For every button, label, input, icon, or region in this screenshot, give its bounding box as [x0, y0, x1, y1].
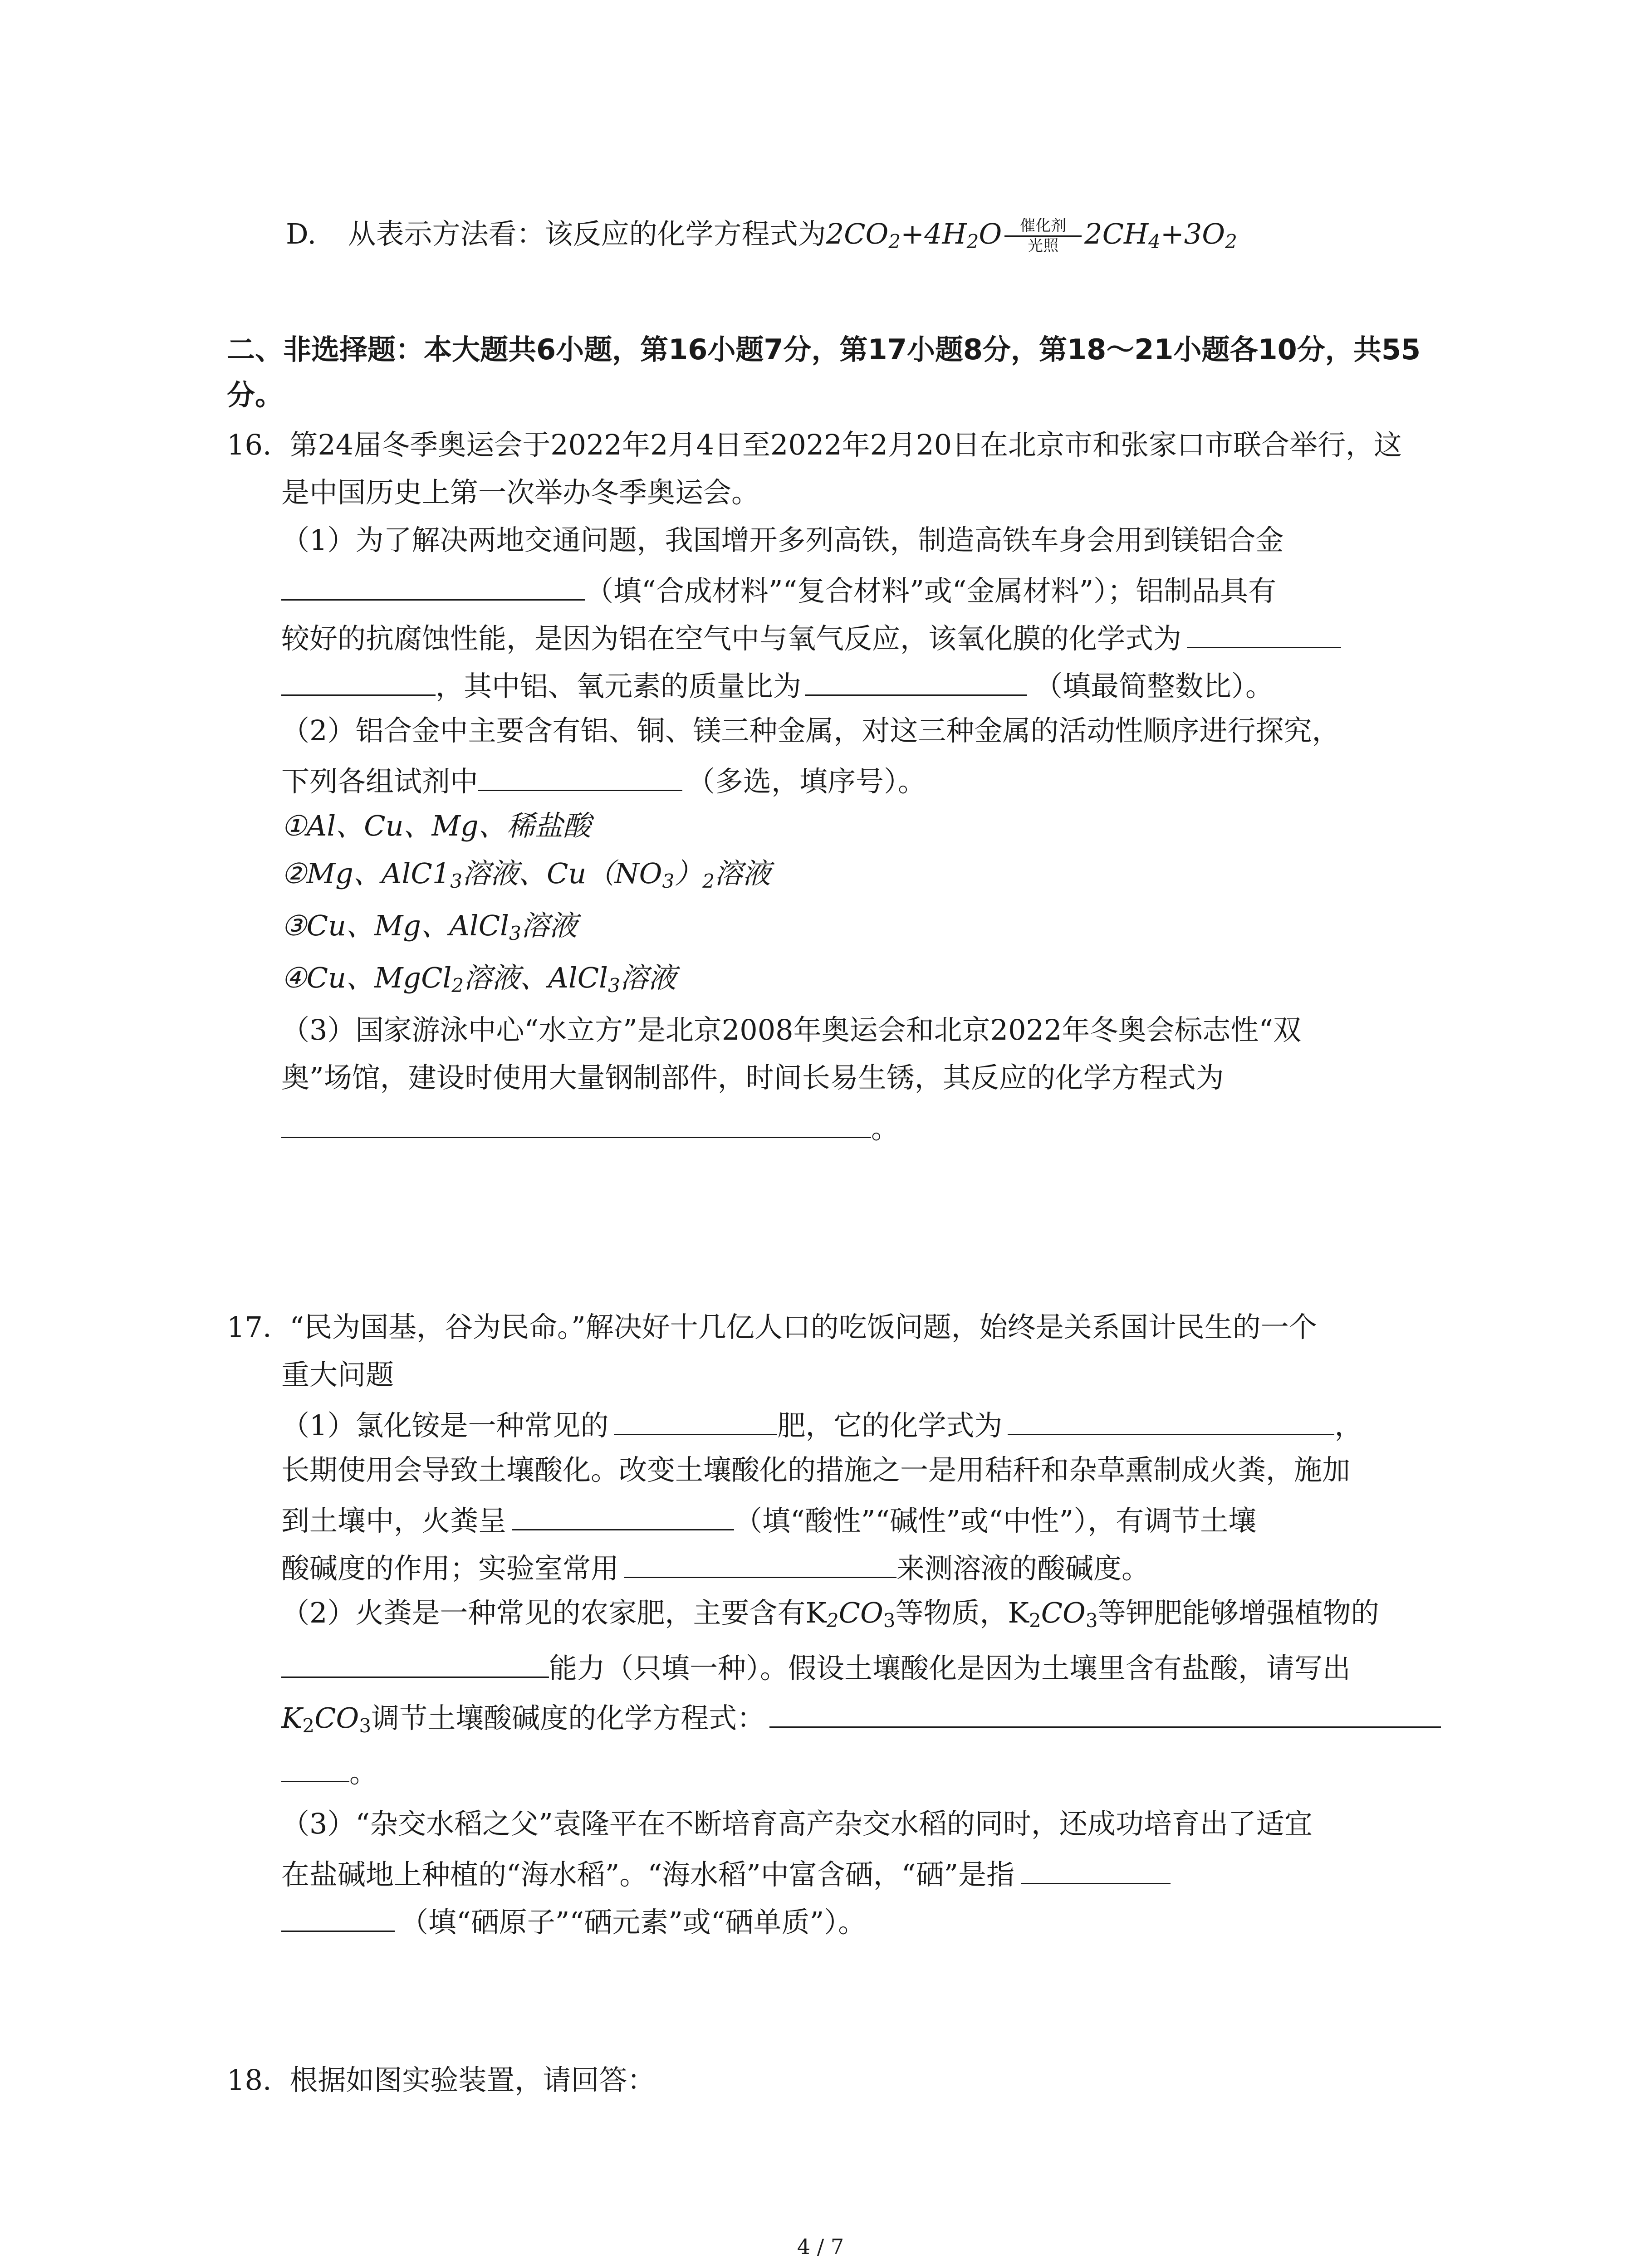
q17-part1-line2: 长期使用会导致土壤酸化。改变土壤酸化的措施之一是用秸秆和杂草熏制成火粪，施加: [281, 1453, 1351, 1486]
reaction-condition: 催化剂 光照: [1004, 218, 1082, 255]
section-heading-line1: 二、非选择题：本大题共6小题，第16小题7分，第17小题8分，第18～21小题各10分，共55: [227, 333, 1421, 366]
q16-option-1: ①Al、Cu、Mg、稀盐酸: [281, 809, 591, 842]
q16-part3-line1: （3）国家游泳中心“水立方”是北京2008年奥运会和北京2022年冬奥会标志性“双: [281, 1013, 1302, 1046]
q18-stem: 根据如图实验装置，请回答：: [289, 2063, 656, 2097]
q16-option-3: ③Cu、Mg、AlCl$_3$溶液: [281, 909, 578, 944]
q17-part1-line3: 到土壤中，火粪呈 （填“酸性”“碱性”或“中性”），有调节土壤: [281, 1504, 1257, 1537]
q17-part3-line1: （3）“杂交水稻之父”袁隆平在不断培育高产杂交水稻的同时，还成功培育出了适宜: [281, 1807, 1313, 1840]
q16-number: 16.: [227, 428, 272, 461]
q16-stem-1: 第24届冬季奥运会于2022年2月4日至2022年2月20日在北京市和张家口市联合举行，这: [289, 428, 1402, 461]
option-d-text: 从表示方法看：该反应的化学方程式为: [348, 217, 826, 251]
q16-line1: [227, 428, 1402, 461]
answer-blank[interactable]: [769, 1701, 1441, 1728]
q16-option-4: ④Cu、MgCl$_2$溶液、AlCl$_3$溶液: [281, 961, 676, 997]
q16-part1-line2: （填“合成材料”“复合材料”或“金属材料”）；铝制品具有: [281, 574, 1276, 605]
answer-blank[interactable]: [281, 1651, 549, 1678]
q17-part3-line3: （填“硒原子”“硒元素”或“硒单质”）。: [281, 1905, 866, 1936]
answer-blank[interactable]: [1187, 621, 1341, 648]
q17-part3-line2: 在盐碱地上种植的“海水稻”。“海水稻”中富含硒，“硒”是指: [281, 1857, 1171, 1889]
answer-blank[interactable]: [805, 669, 1027, 696]
q17-part1-line1: （1）氯化铵是一种常见的 肥，它的化学式为 ，: [281, 1409, 1363, 1442]
q16-part3-line3: 。: [281, 1111, 899, 1143]
answer-blank[interactable]: [281, 1755, 349, 1782]
q17-line1: [227, 1310, 1317, 1344]
q16-part1-line1: （1）为了解决两地交通问题，我国增开多列高铁，制造高铁车身会用到镁铝合金: [281, 523, 1284, 557]
q17-part2-line2: 能力（只填一种）。假设土壤酸化是因为土壤里含有盐酸，请写出: [281, 1651, 1351, 1682]
q17-part2-line1: （2）火粪是一种常见的农家肥，主要含有$K_2CO_3$等物质，$K_2CO_3$等钾肥能够增强植物的: [281, 1596, 1379, 1632]
q16-part3-line2: 奥”场馆，建设时使用大量钢制部件，时间长易生锈，其反应的化学方程式为: [281, 1061, 1224, 1094]
answer-blank[interactable]: [281, 1111, 871, 1138]
option-d-label: D.: [286, 217, 317, 251]
equation-left: $2CO_2+4H_2O$: [826, 217, 1002, 253]
q16-option-2: ②Mg、$AlC1_3$溶液、$Cu(NO_3)_2$溶液: [281, 857, 771, 892]
answer-blank[interactable]: [1008, 1408, 1334, 1435]
q16-part2-line1: （2）铝合金中主要含有铝、铜、镁三种金属，对这三种金属的活动性顺序进行探究，: [281, 714, 1340, 747]
q17-stem-2: 重大问题: [281, 1358, 394, 1391]
q16-part2-line2: 下列各组试剂中 （多选，填序号）。: [281, 765, 926, 798]
q17-part2-line4: 。: [281, 1755, 377, 1787]
answer-blank[interactable]: [624, 1551, 896, 1578]
q17-number: 17.: [227, 1310, 272, 1344]
section-heading-line2: 分。: [227, 378, 284, 411]
answer-blank[interactable]: [281, 1905, 395, 1932]
q18-number: 18.: [227, 2063, 272, 2097]
equation-right: $2CH_4+3O_2$: [1084, 217, 1237, 253]
q16-part1-line4: ，其中铝、氧元素的质量比为 （填最简整数比）。: [281, 669, 1274, 700]
answer-blank[interactable]: [614, 1408, 777, 1435]
answer-blank[interactable]: [478, 764, 682, 791]
option-d: [286, 218, 1237, 255]
q17-part2-line3: $K_2CO_3$调节土壤酸碱度的化学方程式：: [281, 1701, 1441, 1735]
q16-stem-2: 是中国历史上第一次举办冬季奥运会。: [281, 476, 760, 509]
answer-blank[interactable]: [281, 574, 585, 601]
answer-blank[interactable]: [512, 1504, 734, 1530]
q17-part1-line4: 酸碱度的作用；实验室常用 来测溶液的酸碱度。: [281, 1552, 1150, 1585]
answer-blank[interactable]: [281, 669, 436, 696]
q18-line1: [227, 2063, 656, 2097]
q16-part1-line3: 较好的抗腐蚀性能，是因为铝在空气中与氧气反应，该氧化膜的化学式为: [281, 621, 1341, 653]
answer-blank[interactable]: [1021, 1857, 1171, 1884]
q17-stem-1: “民为国基，谷为民命。”解决好十几亿人口的吃饭问题，始终是关系国计民生的一个: [289, 1310, 1317, 1344]
page-number: 4 / 7: [797, 2234, 844, 2259]
